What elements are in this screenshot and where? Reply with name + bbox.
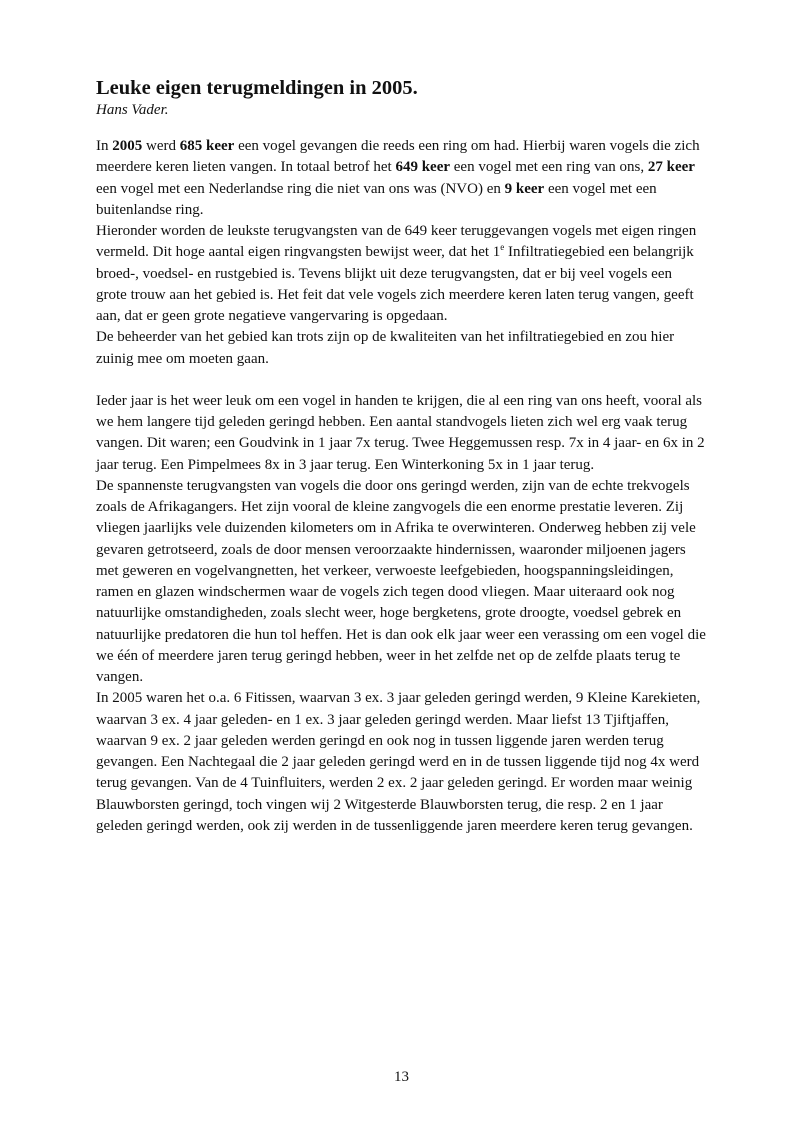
paragraph-spacer bbox=[96, 370, 706, 391]
article-title: Leuke eigen terugmeldingen in 2005. bbox=[96, 77, 418, 99]
paragraph-summary: In 2005 werd 685 keer een vogel gevangen die reeds een ring om had. Hierbij waren vogels die zich meerdere keren lieten vangen. In totaal betrof het 649 keer een vogel met een ring van ons, 27 keer een vogel met een Nederlandse ring die niet van ons was (NVO) en 9 keer een vogel met een buitenlandse ring. bbox=[96, 138, 700, 218]
article bbox=[96, 76, 706, 837]
year-highlight: 2005 bbox=[112, 138, 143, 154]
paragraph-overview: Hieronder worden de leukste terugvangsten van de 649 keer teruggevangen vogels met eigen ringen vermeld. Dit hoge aantal eigen ringvangsten bewijst weer, dat het 1e Infiltratiegebied een belangrijk broed-, voedsel- en rustgebied is. Tevens blijkt uit deze terugvangsten, dat er bij veel vogels een grote trouw aan het gebied is. Het feit dat vele vogels zich meerdere keren laten terug vangen, geeft aan, dat er geen grote negatieve vangervaring is opgedaan. bbox=[96, 223, 697, 324]
paragraph-migrants: De spannenste terugvangsten van vogels die door ons geringd werden, zijn van de echte trekvogels zoals de Afrikagangers. Het zijn vooral de kleine zangvogels die een enorme prestatie leveren. Zij vliegen jaarlijks vele duizenden kilometers om in Afrika te overwinteren. Onderweg hebben zij vele gevaren getrotseerd, zoals de door mensen veroorzaakte hindernissen, waaronder miljoenen jagers met geweren en vogelvangnetten, het verkeer, verwoeste leefgebieden, hoogspanningsleidingen, ramen en glazen windschermen waar de vogels zich tegen dood vliegen. Maar uiteraard ook nog natuurlijke omstandigheden, zoals slecht weer, hoge bergketens, grote droogte, voedsel gebrek en natuurlijke predatoren die hun tol heffen. Het is dan ook elk jaar weer een verassing om een vogel die we één of meerdere jaren terug geringd hebben, weer in het zelfde net op de zelfde plaats terug te vangen. bbox=[96, 477, 706, 685]
own-ring-count-highlight: 649 keer bbox=[395, 159, 451, 176]
paragraph-resident-birds: Ieder jaar is het weer leuk om een vogel in handen te krijgen, die al een ring van ons heeft, vooral als we hem langere tijd geleden geringd hebben. Een aantal standvogels lieten zich wel erg vaak terug vangen. Dit waren; een Goudvink in 1 jaar 7x terug. Twee Heggemussen resp. 7x in 4 jaar- en 6x in 2 jaar terug. Een Pimpelmees 8x in 3 jaar terug. Een Winterkoning 5x in 1 jaar terug. bbox=[96, 392, 705, 473]
paragraph-manager: De beheerder van het gebied kan trots zijn op de kwaliteiten van het infiltratiegebied en zou hier zuinig mee om moeten gaan. bbox=[96, 329, 675, 367]
article-author: Hans Vader. bbox=[96, 102, 169, 118]
ordinal-superscript: e bbox=[500, 242, 505, 253]
total-count-highlight: 685 keer bbox=[179, 138, 235, 154]
paragraph-recaptures-2005: In 2005 waren het o.a. 6 Fitissen, waarvan 3 ex. 3 jaar geleden geringd werden, 9 Kleine Karekieten, waarvan 3 ex. 4 jaar geleden- en 1 ex. 3 jaar geleden geringd werden. Maar liefst 13 Tjiftjaffen, waarvan 9 ex. 2 jaar geleden werden geringd en ook nog in tussen liggende jaren werden terug gevangen. Een Nachtegaal die 2 jaar geleden geringd werd en in de tussen liggende tijd nog 4x werd terug gevangen. Van de 4 Tuinfluiters, werden 2 ex. 2 jaar geleden geringd. Er worden maar weinig Blauwborsten geringd, toch vingen wij 2 Witgesterde Blauwborsten terug, die resp. 2 en 1 jaar geleden geringd werden, ook zij werden in de tussenliggende jaren meerdere keren terug gevangen. bbox=[96, 690, 701, 834]
nvo-count-highlight: 27 keer bbox=[647, 159, 695, 176]
page-number: 13 bbox=[394, 1069, 409, 1085]
foreign-count-highlight: 9 keer bbox=[504, 180, 545, 197]
